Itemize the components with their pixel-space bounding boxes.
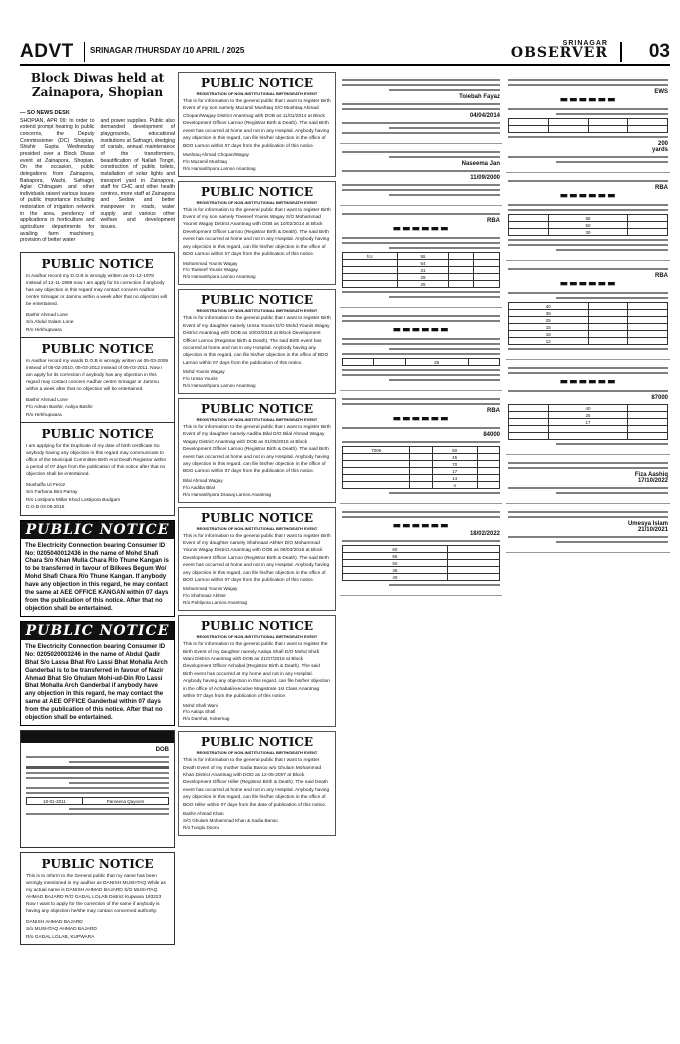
page-number: 03 bbox=[648, 41, 670, 62]
signature-line: DANISH AHMAD BAJARD bbox=[26, 919, 83, 925]
urdu-notice bbox=[506, 173, 670, 261]
notice-title: PUBLIC NOTICE bbox=[21, 622, 174, 640]
signature-line: R/o Damhal, Kokernag bbox=[183, 716, 230, 722]
rba-label: RBA bbox=[487, 408, 500, 414]
signature-line: R/o Hirkhupwara bbox=[26, 327, 62, 333]
amount-label: 87000 bbox=[651, 395, 668, 401]
urdu-heading: ▬▬▬▬▬▬ bbox=[559, 191, 617, 201]
notice-body: The Electricity Connection bearing Consumer ID No: 0205040012436 in the name of Mohd Shafi Chara S/o Khan Mulla Chara R/o Thune Kangan is to be transferred in favour of Bilkees Begum Wo/ Mohd Shafi Chara R/o Thune Kangan. If anybody have any objection in this regard, he may contact the same at AEE OFFICE KANGAN within 07 days from the publication of this notice. After that no objection shall be entertained. bbox=[25, 541, 169, 612]
urdu-notice bbox=[340, 206, 502, 308]
urdu-table: 7006 50 45 70 17 14 4 bbox=[342, 446, 500, 489]
date-label: 11/09/2000 bbox=[470, 175, 500, 181]
notice-signature bbox=[183, 586, 331, 607]
masthead bbox=[20, 40, 670, 66]
public-notice-birth-3 bbox=[178, 289, 336, 394]
notice-title: PUBLIC NOTICE bbox=[41, 427, 154, 442]
signature-line: Mohd Younis Wagay bbox=[183, 369, 225, 375]
table-cell: 10-01-2011 bbox=[27, 798, 83, 805]
signature-line: F/o Shahnaaz Akhter bbox=[183, 593, 226, 599]
public-notice-birth-4 bbox=[178, 398, 336, 503]
urdu-table: 35 bbox=[342, 358, 500, 366]
signature-line: Mohd Shafi Wani bbox=[183, 702, 218, 708]
notice-title: PUBLIC NOTICE bbox=[41, 857, 154, 872]
story-column-a: SHOPIAN, APR 09: In order to extend prompt hearing to public concerns, the Deputy Commissioner (DC) Shopian, Shishir Gupta Wednesday presided over a Block Diwas event at Zainapora, Shopian. On the occasion, public delegations from Zainapora, Babapora, Wachi, Safnagri, Aglar Chitragam and other individuals raised various issues of public importance including restoration of irrigation network in the area, pendency of applications in horticulture and agriculture departments for availing farm machinery, provision of better water bbox=[20, 117, 95, 244]
notice-body: This is for information to the general public that I want to register Birth Event of my son namely Towseef Younis Wagay S/O Mohammad Younis Wagay District Anantnag with DOB as 10/02/2014 at Block Development Officer Larnoo (Registrar Birth & Death). The said Birth event has occurred at home and not in any Hospital. Anybody having any objection in this regard, can file his/her objection in the office of BDO Larnoo within 07 days from the publication of this notice. bbox=[183, 207, 331, 258]
signature-line: S/O Ghulam Mohammad Khan & Sadia Banoo bbox=[183, 818, 278, 824]
signature-line: S/o Farhana Bint Parray bbox=[26, 490, 78, 496]
date-label: 04/04/2014 bbox=[469, 113, 500, 119]
table-cell: 7006 bbox=[343, 447, 410, 454]
urdu-notice bbox=[340, 72, 502, 144]
signature-line: Mushtaq Ahmad Chopan/Wagay bbox=[183, 151, 249, 157]
notice-body: This is to inform to the General public that my name has been wrongly mentioned in my aadhar as DANISH MUSHTAQ While as my actual name is DANISH AHMAD BAJARD S/O MUSHTAQ AHMAD BAJARD R/O GADAL LOLAB District Kupwara 193223 Now I want to apply for the correction of the same if anybody is having any objection he/she may contact concerned authority. bbox=[26, 874, 166, 914]
ews-label: EWS bbox=[654, 89, 668, 95]
notice-subtitle: REGISTRATION OF NON-INSTITUTIONAL BIRTH/DEATH EVENT bbox=[196, 91, 318, 96]
urdu-table: fcc 55 54 31 29 25 bbox=[342, 252, 500, 288]
urdu-notice bbox=[506, 72, 670, 173]
notice-body: I am applying for the Duplicate of my date of birth certificate So anybody having any objection in this regard may communicate to office of the Municipal Committee Birth And Death Registrar within a period of 07 days from the publication of this notice after that no objection shall be entertained. bbox=[26, 444, 167, 477]
notice-subtitle: REGISTRATION OF NON-INSTITUTIONAL BIRTH/DEATH EVENT bbox=[196, 750, 318, 756]
date-label: 21/10/2021 bbox=[637, 527, 668, 533]
signature-line: R/o Tunglu Dooru bbox=[183, 824, 220, 830]
urdu-heading: ▬▬▬▬▬▬ bbox=[559, 377, 617, 387]
notice-title: PUBLIC NOTICE bbox=[200, 619, 314, 634]
notice-signature bbox=[183, 478, 331, 499]
urdu-notice bbox=[506, 504, 670, 553]
signature-line: F/o Umsa Younis bbox=[183, 376, 218, 382]
urdu-notice bbox=[506, 360, 670, 455]
signature-line: Mushaffa Ul Feroz bbox=[26, 482, 66, 488]
notice-signature bbox=[26, 312, 169, 334]
notice-signature bbox=[183, 703, 331, 724]
notice-title: PUBLIC NOTICE bbox=[200, 510, 314, 525]
public-notice-birth-1 bbox=[178, 72, 336, 177]
signature-line: Mohammad Younis Wagay bbox=[183, 260, 238, 266]
applicant-name: Umesya Islam bbox=[627, 521, 668, 527]
applicant-name: Fiza Aashiq bbox=[634, 472, 668, 478]
public-notice-aadhar-1 bbox=[20, 252, 175, 338]
story-headline: Block Diwas held at Zainapora, Shopian bbox=[30, 71, 165, 99]
public-notice-birth-2 bbox=[178, 181, 336, 286]
notice-signature bbox=[26, 397, 169, 419]
notice-title: PUBLIC NOTICE bbox=[200, 184, 314, 199]
notice-title: PUBLIC NOTICE bbox=[200, 293, 314, 308]
signature-line: R/o Hamanthpora Drawaj Larnoo Anantnag bbox=[183, 491, 272, 497]
rba-label: RBA bbox=[655, 273, 668, 279]
urdu-heading: ▬▬▬▬▬▬ bbox=[559, 279, 617, 289]
unit-label: yards bbox=[651, 147, 668, 153]
urdu-heading: ▬▬▬▬▬▬ bbox=[392, 325, 450, 335]
value-label: 200 bbox=[657, 141, 668, 147]
signature-line: Bilal Ahmad Wagay bbox=[183, 477, 223, 483]
signature-line: D.O.B 03.09.2015 bbox=[26, 505, 65, 511]
public-notice-birth-5 bbox=[178, 507, 336, 612]
notice-subtitle: REGISTRATION OF NON-INSTITUTIONAL BIRTH/DEATH EVENT bbox=[196, 199, 318, 205]
notice-title: PUBLIC NOTICE bbox=[21, 521, 174, 539]
urdu-heading: ▬▬▬▬▬▬ bbox=[392, 224, 450, 234]
urdu-notice-box bbox=[20, 730, 175, 848]
notice-signature bbox=[183, 369, 331, 390]
urdu-notice bbox=[340, 391, 502, 504]
public-notice-birth-certificate bbox=[20, 422, 175, 515]
notice-subtitle: REGISTRATION OF NON-INSTITUTIONAL BIRTH/DEATH EVENT bbox=[196, 634, 318, 640]
brand-logo bbox=[511, 40, 608, 61]
notice-body: This is for information to the general public that I want to register Birth Event of my son namely Muzamil Mushtaq S/O Mushtaq Ahmad Chopan/Wagay District Anantnag with DOB as 11/01/2014 at Block Development Officer Larnoo (Registrar Birth & Death). The said Birth event has occurred at home and not in any Hospital. Anybody having any objection in this regard, can file his/her objection in the office of BDO Larnoo within 07 days from the publication of this notice. bbox=[183, 99, 331, 149]
urdu-notice-heading-bar bbox=[21, 731, 174, 743]
notice-body: This is for information to the general public that I want to register Birth Event of my daughter namely Shahnaaz Akhter D/O Mohammad Younis Wagay District Anantnag with DOB as 06/03/2016 at Block Development Officer Larnoo (Registrar Birth & Death). The said Birth event has occurred at home and not in any Hospital. Anybody having any objection in this regard, can file his/her objection in the office of BDO Larnoo within 07 days from the publication of this notice. bbox=[183, 533, 331, 584]
notice-signature bbox=[183, 261, 331, 282]
urdu-table: 60 55 50 45 40 bbox=[342, 545, 500, 581]
signature-line: F/o Aadiba Bilal bbox=[183, 484, 215, 490]
public-notice-electricity-1 bbox=[20, 520, 175, 617]
notice-subtitle: REGISTRATION OF NON-INSTITUTIONAL BIRTH/DEATH EVENT bbox=[196, 416, 318, 422]
middle-column bbox=[178, 72, 336, 840]
urdu-table: 40 25 17 bbox=[508, 404, 668, 440]
date-label: 18/02/2022 bbox=[469, 531, 500, 537]
notice-body: This is for information to the general public that I want to register the Birth Event of my daughter namely Aatiqa Shafi D/O Mohd Shafi Wani District Anantnag with DOB as 21/07/2016 at Block Development Officer Achabal (Registrar Birth & Death). The said Birth event has occurred at my home and not in any Hospital. Anybody having any objection in this regard, can file his/her objection in the office of Achabal/executive Magistrate 1st Class Anantnag within 07 days from the publication of this notice. bbox=[183, 642, 330, 700]
signature-line: R/o Lostipora Millar Khod Lostipora Budgam bbox=[26, 497, 121, 503]
notice-title: PUBLIC NOTICE bbox=[200, 735, 314, 750]
notice-body: The Electricity Connection bearing Consumer ID No: 0205020003246 in the name of Abdul Qadir Bhat S/o Lassa Bhat R/o Lassi Bhat Mohalla Arch Ganderbal is to be transferred in favour of Nazir Ahmad Bhat S/o Ghulam Mohi-ud-Din R/o Lassi Bhat Mohalla Arch Ganderbal if anybody have any objection in this regard, he may contact the same at AEE OFFICE Ganderbal within 07 days from the publication of this notice. After that no objection shall be entertained. bbox=[25, 642, 168, 722]
table-cell: Parveena Qayoom bbox=[82, 798, 168, 805]
notice-body: In Aadhar record my wards D.O.B is wrongly written as 05-03-2009 instead of 05-02-2010, 05-03-2012 instead of 05-03-2011. Now I am apply for its correction if anybody has any objection in this regard may contact concern Aadhar centre Srinagar or Jammu within a week after that no objection will be entertained. bbox=[26, 359, 169, 392]
urdu-table: 40 35 25 15 18 12 bbox=[508, 302, 668, 345]
notice-title: PUBLIC NOTICE bbox=[41, 342, 154, 357]
public-notice-aadhar-2 bbox=[20, 337, 175, 423]
notice-subtitle: REGISTRATION OF NON-INSTITUTIONAL BIRTH/DEATH EVENT bbox=[196, 308, 318, 314]
public-notice-name-correction bbox=[20, 852, 175, 945]
urdu-notice bbox=[506, 455, 670, 504]
urdu-notice bbox=[340, 144, 502, 206]
signature-line: F/o Aatiqa Shafi bbox=[183, 709, 216, 715]
urdu-heading: ▬▬▬▬▬▬ bbox=[559, 95, 617, 105]
public-notice-death-1 bbox=[178, 731, 336, 836]
signature-line: Bashir Ahmad Khan bbox=[183, 811, 224, 817]
signature-line: R/o Hamanthpora Larnoo Anantnag bbox=[183, 382, 256, 388]
notice-body: In Aadhar record my D.O.B is wrongly written as 01-12-1978 instead of 12-11-1969 now I am apply for its correction if anybody has any objection in this regard may contact concern Aadhar centre Srinagar or Jammu within a week after that no objection will be entertained. bbox=[26, 274, 168, 307]
signature-line: Bashir Ahmad Lone bbox=[26, 312, 68, 318]
notice-title: PUBLIC NOTICE bbox=[200, 76, 314, 90]
urdu-notice-table bbox=[26, 797, 169, 805]
brand-city: SRINAGAR bbox=[562, 40, 608, 47]
notice-subtitle: REGISTRATION OF NON-INSTITUTIONAL BIRTH/DEATH EVENT bbox=[196, 525, 318, 531]
urdu-column-4 bbox=[506, 72, 670, 553]
story-column-b: and power supplies. Public also demanded development of playgrounds, educational institutions at Safnagri, dredging of canals, annual maintenance of the transformers, beautification of Nallah Tongri, construction of public toilets, installation of solar lights and transport yard in Zainapora, staff for CHC and other health centres, more staff at Zainapora and Sedow and better manpower in roads, water supply and various other welfare and development issues. bbox=[100, 117, 175, 231]
story-byline: — SO NEWS DESK bbox=[20, 109, 70, 116]
signature-line: R/o Hamanthpora Larnoo Anantnag bbox=[183, 274, 256, 280]
notice-signature bbox=[26, 482, 169, 512]
notice-title: PUBLIC NOTICE bbox=[41, 257, 154, 272]
public-notice-electricity-2 bbox=[20, 621, 175, 726]
dateline: SRINAGAR /THURSDAY /10 APRIL / 2025 bbox=[90, 46, 245, 55]
signature-line: Mohammad Younis Wagay bbox=[183, 586, 238, 592]
section-label: ADVT bbox=[20, 41, 74, 62]
applicant-name: Naseema Jan bbox=[461, 161, 500, 167]
public-notice-birth-6 bbox=[178, 615, 336, 727]
date-label: 17/10/2022 bbox=[637, 478, 668, 484]
signature-line: F/o Towseef Younis Wagay bbox=[183, 267, 238, 273]
signature-line: S/o Abdul Salam Lone bbox=[26, 320, 74, 326]
urdu-notice bbox=[340, 308, 502, 391]
signature-line: Bashir Ahmad Lone bbox=[26, 397, 68, 403]
notice-signature bbox=[183, 152, 331, 173]
applicant-name: Toiebah Fayaz bbox=[459, 94, 500, 100]
notice-title: PUBLIC NOTICE bbox=[200, 401, 314, 416]
urdu-table: 55 50 30 bbox=[508, 214, 668, 236]
signature-line: R/o Hirkhupwara bbox=[26, 412, 62, 418]
signature-line: R/o Pahlipora Larnoo Anantnag bbox=[183, 600, 248, 606]
story-body bbox=[20, 118, 175, 244]
signature-line: F/o Muzamil Mushtaq bbox=[183, 158, 227, 164]
urdu-heading: ▬▬▬▬▬▬ bbox=[392, 414, 450, 424]
urdu-column-3 bbox=[340, 72, 502, 596]
signature-line: F/o Adnan Bashir, Aaliya Bashir bbox=[26, 405, 93, 411]
notice-body: This is for information to the general public that I want to register Death Event of my mother Sadia Banoo w/o Ghulam Mohammad Khan District Anantnag with DOD as 12-05-2007 at Block Development Officer Hiller (Registrar Birth & Death). The said Death event has occurred at home and not in any Hospital. Anybody having any objection in this regard, can file his/her objection in the office of BDO Hiller within 07 days from the date of publication of this notice. bbox=[183, 758, 330, 808]
signature-line: R/o GADAL LOLAB, KUPWARA bbox=[26, 934, 95, 940]
notice-body: This is for information to the general public that I want to register Birth Event of my daughter namely Umsa Younis D/O Mohd Younis Wagay District Anantnag with DOB as 10/03/2016 at Block Development Officer Larnoo (Registrar Birth & Death). The said Birth event has occurred at home and not in any Hospital. Anybody having any objection in this regard, can file his/her objection in the office of BDO Larnoo within 07 days from the publication of this notice. bbox=[183, 316, 331, 366]
dob-label: DOB bbox=[155, 747, 169, 754]
notice-body: This is for information to the general public that I want to register Birth Event of my daughter namely Aadiba Bilal D/O Bilal Ahmad Wagay Wagay District Anantnag with DOB as 01/05/2015 at Block Development Officer Larnoo (Registrar Birth & Death). The said Birth event has occurred at home and not in any Hospital. Anybody having any objection in this regard, can file his/her objection in the office of BDO Larnoo within 07 days from the publication of this notice. bbox=[183, 424, 331, 475]
amount-label: 84000 bbox=[483, 432, 500, 438]
signature-line: R/o Hamanthpora Larnoo Anantnag bbox=[183, 165, 256, 171]
urdu-notice bbox=[340, 504, 502, 596]
left-column bbox=[20, 72, 175, 945]
urdu-table bbox=[508, 118, 668, 133]
notice-signature bbox=[26, 919, 169, 941]
brand-name: OBSERVER bbox=[510, 45, 608, 61]
notice-signature bbox=[183, 811, 331, 832]
divider bbox=[620, 42, 622, 62]
rba-label: RBA bbox=[487, 218, 500, 224]
rba-label: RBA bbox=[655, 185, 668, 191]
urdu-notice bbox=[506, 261, 670, 360]
urdu-heading: ▬▬▬▬▬▬ bbox=[392, 521, 450, 531]
divider bbox=[84, 42, 85, 62]
signature-line: S/o MUSHTAQ AHMAD BAJARD bbox=[26, 927, 97, 933]
